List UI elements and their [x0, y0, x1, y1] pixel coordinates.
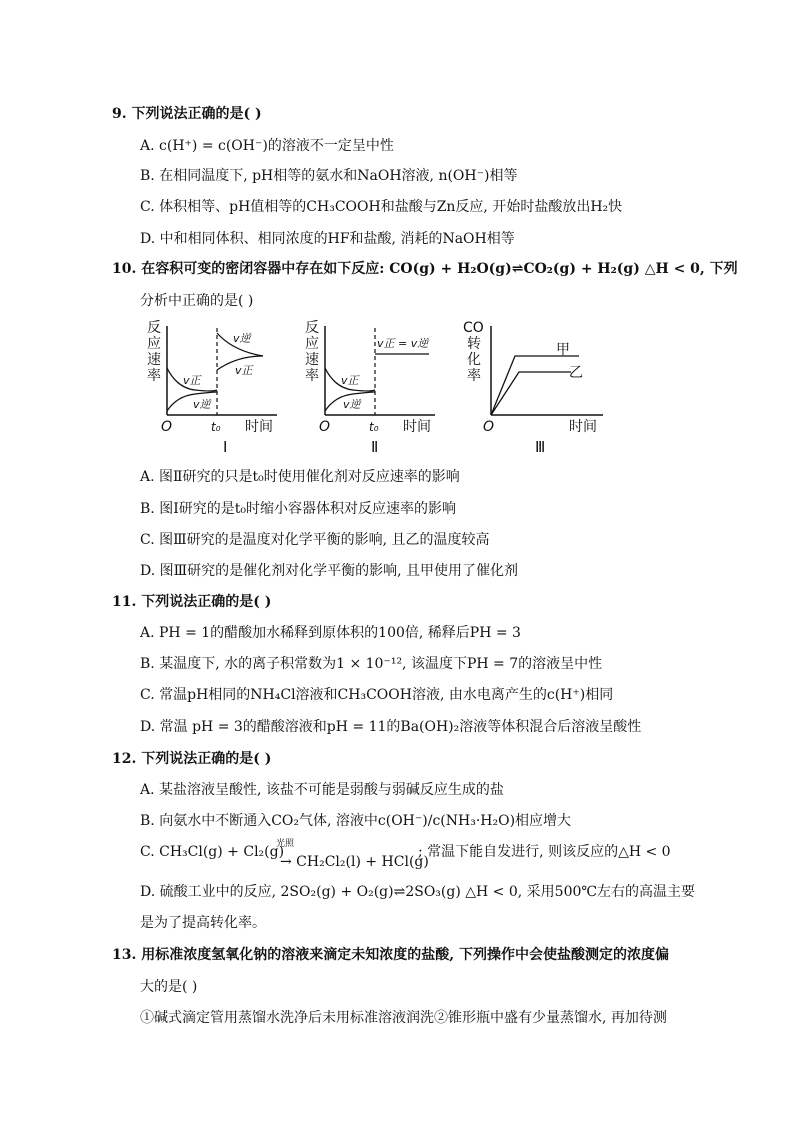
fig2-xlabel: 时间 — [403, 419, 431, 435]
fig1-roman: Ⅰ — [223, 438, 228, 456]
fig2-label-vni: v逆 — [343, 398, 361, 411]
fig2-roman: Ⅱ — [371, 438, 379, 456]
fig3-ylabel-3: 化 — [467, 352, 481, 368]
q9-option-a: A. c(H⁺) = c(OH⁻)的溶液不一定呈中性 — [140, 138, 394, 154]
fig2-label-vzheng: v正 — [341, 374, 359, 387]
fig1-label-vni-before: v逆 — [193, 398, 211, 411]
q11-option-b: B. 某温度下, 水的离子积常数为1 × 10⁻¹², 该温度下PH = 7的溶液呈中性 — [140, 656, 603, 672]
q10-stem: 10. 在容积可变的密闭容器中存在如下反应: CO(g) + H₂O(g)⇌CO₂(g) + H₂(g) △H < 0, 下列 — [112, 261, 738, 277]
fig2-ylabel-2: 应 — [305, 336, 319, 352]
fig3-xlabel: 时间 — [569, 419, 597, 435]
fig1-xlabel: 时间 — [245, 419, 273, 435]
q13-stem-cont: 大的是( ) — [140, 979, 198, 995]
fig3-ylabel-1: CO — [463, 320, 484, 336]
q13-operations-line: ①碱式滴定管用蒸馏水洗净后未用标准溶液润洗②锥形瓶中盛有少量蒸馏水, 再加待测 — [140, 1010, 667, 1026]
q11-option-c: C. 常温pH相同的NH₄Cl溶液和CH₃COOH溶液, 由水电离产生的c(H⁺)相同 — [140, 687, 614, 703]
fig1-origin: O — [161, 419, 173, 435]
q10-option-d: D. 图Ⅲ研究的是催化剂对化学平衡的影响, 且甲使用了催化剂 — [140, 563, 519, 579]
fig1-ylabel-1: 反 — [147, 320, 161, 336]
fig3-curve-jia — [491, 356, 579, 415]
q12-stem: 12. 下列说法正确的是( ) — [112, 751, 272, 767]
fig3-origin: O — [483, 419, 495, 435]
q10-stem-cont: 分析中正确的是( ) — [140, 293, 254, 309]
q11-stem: 11. 下列说法正确的是( ) — [112, 594, 272, 610]
fig3-curve-yi — [491, 372, 571, 415]
fig2-ylabel-4: 率 — [305, 368, 319, 384]
q10-option-a: A. 图Ⅱ研究的只是t₀时使用催化剂对反应速率的影响 — [140, 469, 460, 485]
q10-option-c: C. 图Ⅲ研究的是温度对化学平衡的影响, 且乙的温度较高 — [140, 532, 490, 548]
fig3-ylabel-4: 率 — [467, 368, 481, 384]
fig2-label-equal: v正 = v逆 — [377, 337, 429, 350]
q11-option-a: A. PH = 1的醋酸加水稀释到原体积的100倍, 稀释后PH = 3 — [140, 625, 521, 641]
q10-option-b: B. 图Ⅰ研究的是t₀时缩小容器体积对反应速率的影响 — [140, 501, 456, 517]
q12-option-a: A. 某盐溶液呈酸性, 该盐不可能是弱酸与弱碱反应生成的盐 — [140, 782, 504, 798]
fig1-label-vni-after: v逆 — [233, 332, 251, 345]
fig1-ylabel-2: 应 — [147, 336, 161, 352]
q12-option-b: B. 向氨水中不断通入CO₂气体, 溶液中c(OH⁻)/c(NH₃·H₂O)相应增大 — [140, 813, 572, 829]
fig2-ylabel-3: 速 — [305, 352, 319, 368]
fig3-label-jia: 甲 — [556, 342, 570, 358]
q11-option-d: D. 常温 pH = 3的醋酸溶液和pH = 11的Ba(OH)₂溶液等体积混合后溶液呈酸性 — [140, 719, 642, 735]
fig1-ylabel-3: 速 — [147, 352, 161, 368]
q12-option-d: D. 硫酸工业中的反应, 2SO₂(g) + O₂(g)⇌2SO₃(g) △H < 0, 采用500℃左右的高温主要 — [140, 884, 696, 900]
fig3-label-yi: 乙 — [569, 365, 583, 381]
q9-stem: 9. 下列说法正确的是( ) — [112, 106, 262, 122]
q12-option-c-part1: C. CH₃Cl(g) + Cl₂(g) — [140, 844, 285, 860]
fig2-origin: O — [319, 419, 331, 435]
q12-option-c-part2: → CH₂Cl₂(l) + HCl(g) — [280, 854, 429, 870]
q9-option-b: B. 在相同温度下, pH相等的氨水和NaOH溶液, n(OH⁻)相等 — [140, 168, 518, 184]
figure-3-conversion-time — [463, 318, 613, 458]
q12-option-c-condition: 光照 — [276, 839, 295, 849]
figure-2-rate-time — [303, 318, 448, 458]
fig3-ylabel-2: 转 — [467, 336, 481, 352]
q9-option-c: C. 体积相等、pH值相等的CH₃COOH和盐酸与Zn反应, 开始时盐酸放出H₂快 — [140, 199, 623, 215]
q9-option-d: D. 中和相同体积、相同浓度的HF和盐酸, 消耗的NaOH相等 — [140, 231, 515, 247]
fig1-label-vzheng-before: v正 — [183, 374, 201, 387]
fig2-ylabel-1: 反 — [305, 320, 319, 336]
fig3-roman: Ⅲ — [535, 438, 546, 456]
q12-option-d-cont: 是为了提高转化率。 — [140, 915, 266, 931]
figure-1-rate-time — [145, 318, 290, 458]
fig1-label-vzheng-after: v正 — [235, 364, 253, 377]
fig1-ylabel-4: 率 — [147, 368, 161, 384]
q13-stem: 13. 用标准浓度氢氧化钠的溶液来滴定未知浓度的盐酸, 下列操作中会使盐酸测定的浓度偏 — [112, 947, 669, 963]
fig2-t0-label: t₀ — [369, 420, 379, 434]
fig1-t0-label: t₀ — [211, 420, 221, 434]
q12-option-c-part3: ; 常温下能自发进行, 则该反应的△H < 0 — [418, 844, 671, 860]
